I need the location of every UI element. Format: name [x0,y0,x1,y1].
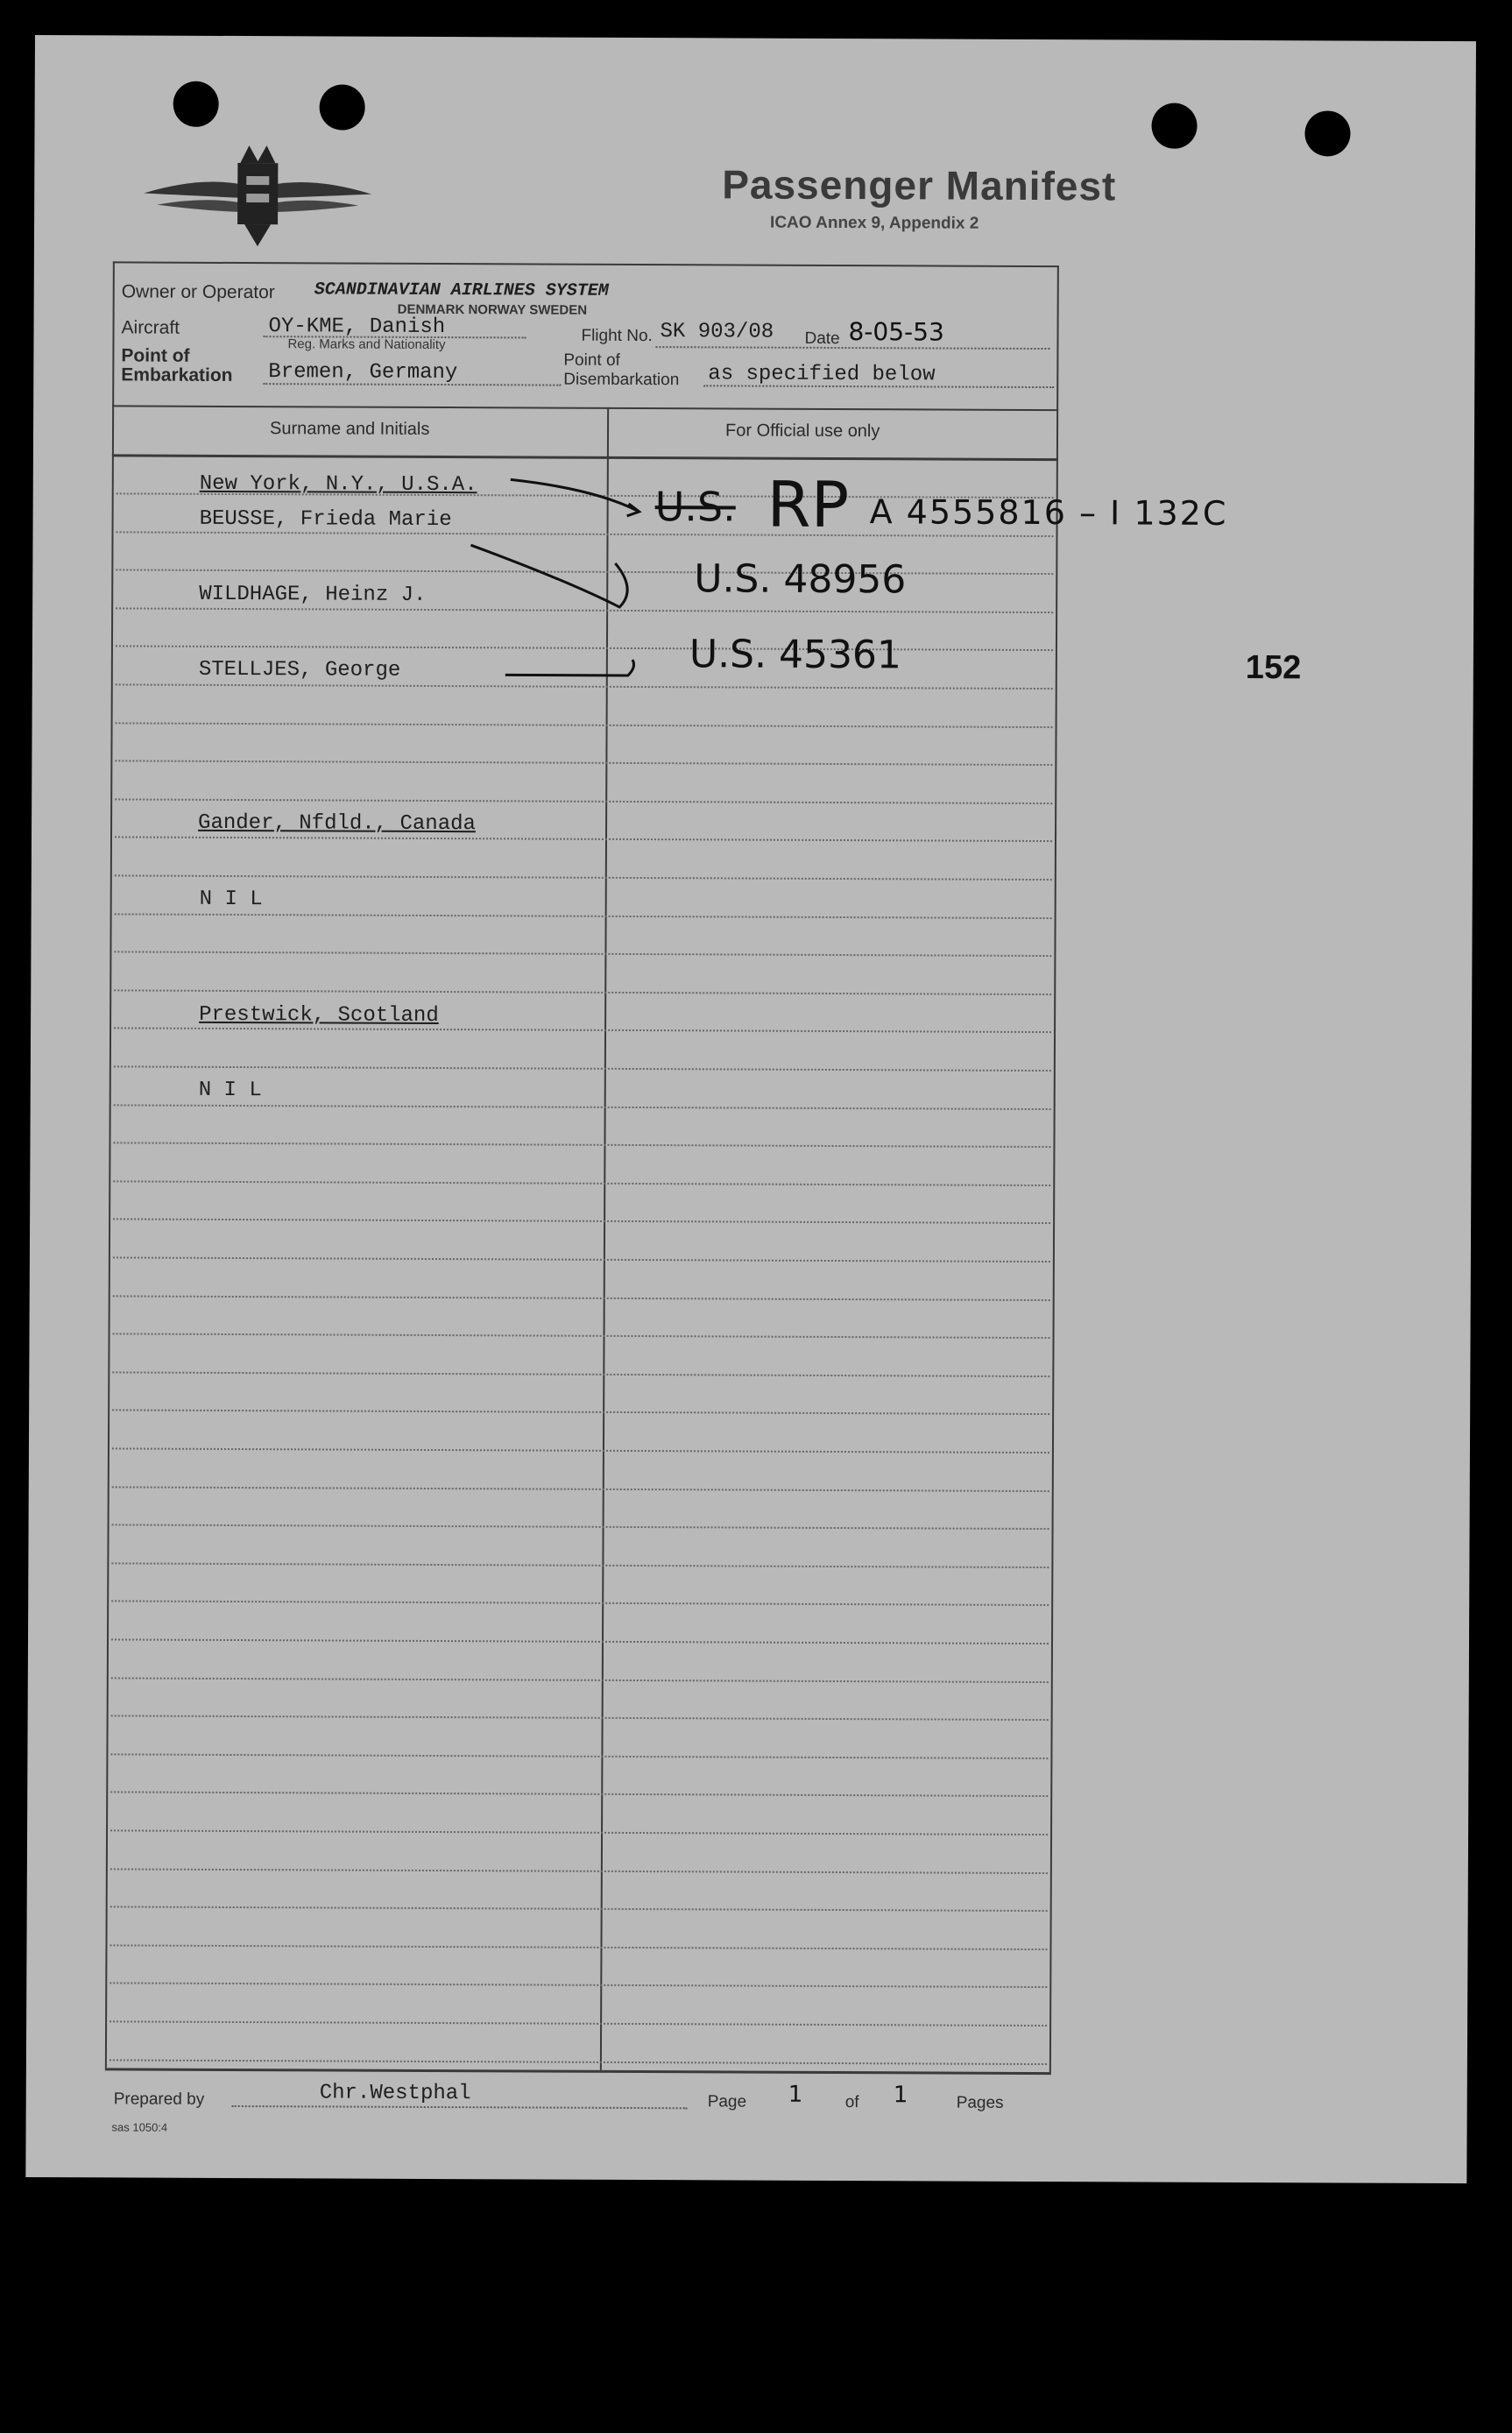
passenger-row: BEUSSE, Frieda Marie [199,506,452,533]
reg-marks-label: Reg. Marks and Nationality [287,336,446,353]
struck-note: U.S. [654,483,736,531]
passenger-row: STELLJES, George [198,657,401,683]
prepared-label: Prepared by [113,2090,205,2109]
manifest-sheet [25,35,1476,2183]
handwritten-note: U.S. 45361 [689,632,902,678]
col-surname-header: Surname and Initials [269,419,430,439]
destination-prestwick: Prestwick, Scotland [199,1002,439,1029]
handwritten-note: RP [767,467,850,542]
flight-value: SK 903/08 [660,320,774,344]
disembark-value: as specified below [708,362,936,387]
embark-label-2: Embarkation [121,364,233,385]
destination-gander: Gander, Nfdld., Canada [198,810,476,837]
aircraft-label: Aircraft [121,317,180,338]
destination-new-york: New York, N.Y., U.S.A. [199,471,477,498]
page-value: 1 [788,2081,803,2108]
disembark-label-1: Point of [563,350,620,370]
page-label: Page [707,2092,747,2111]
embark-label-1: Point of [121,345,190,366]
embark-value: Bremen, Germany [268,360,458,385]
col-official-header: For Official use only [724,421,880,442]
handwritten-note: U.S. 48956 [694,556,907,603]
disembark-label-2: Disembarkation [563,370,680,390]
date-value: 8-05-53 [848,317,944,347]
stamp-number: 152 [1245,649,1302,687]
of-label: of [844,2093,859,2112]
of-value: 1 [893,2082,908,2109]
pages-label: Pages [956,2093,1004,2112]
form-code: sas 1050:4 [111,2120,168,2134]
owner-value: SCANDINAVIAN AIRLINES SYSTEM [314,279,609,301]
owner-label: Owner or Operator [121,281,275,303]
form-subtitle: ICAO Annex 9, Appendix 2 [770,213,979,233]
handwritten-arrows [25,35,1476,2183]
passenger-row: WILDHAGE, Heinz J. [199,582,427,607]
date-label: Date [804,329,840,349]
form-title: Passenger Manifest [722,161,1117,209]
aircraft-value: OY-KME, Danish [268,315,446,340]
flight-label: Flight No. [581,326,653,346]
prepared-value: Chr.Westphal [319,2081,471,2106]
handwritten-note: A 4555816 – I 132C [869,492,1228,533]
nil-entry: N I L [198,1078,262,1103]
nil-entry: N I L [199,887,263,912]
owner-countries: DENMARK NORWAY SWEDEN [397,301,588,318]
